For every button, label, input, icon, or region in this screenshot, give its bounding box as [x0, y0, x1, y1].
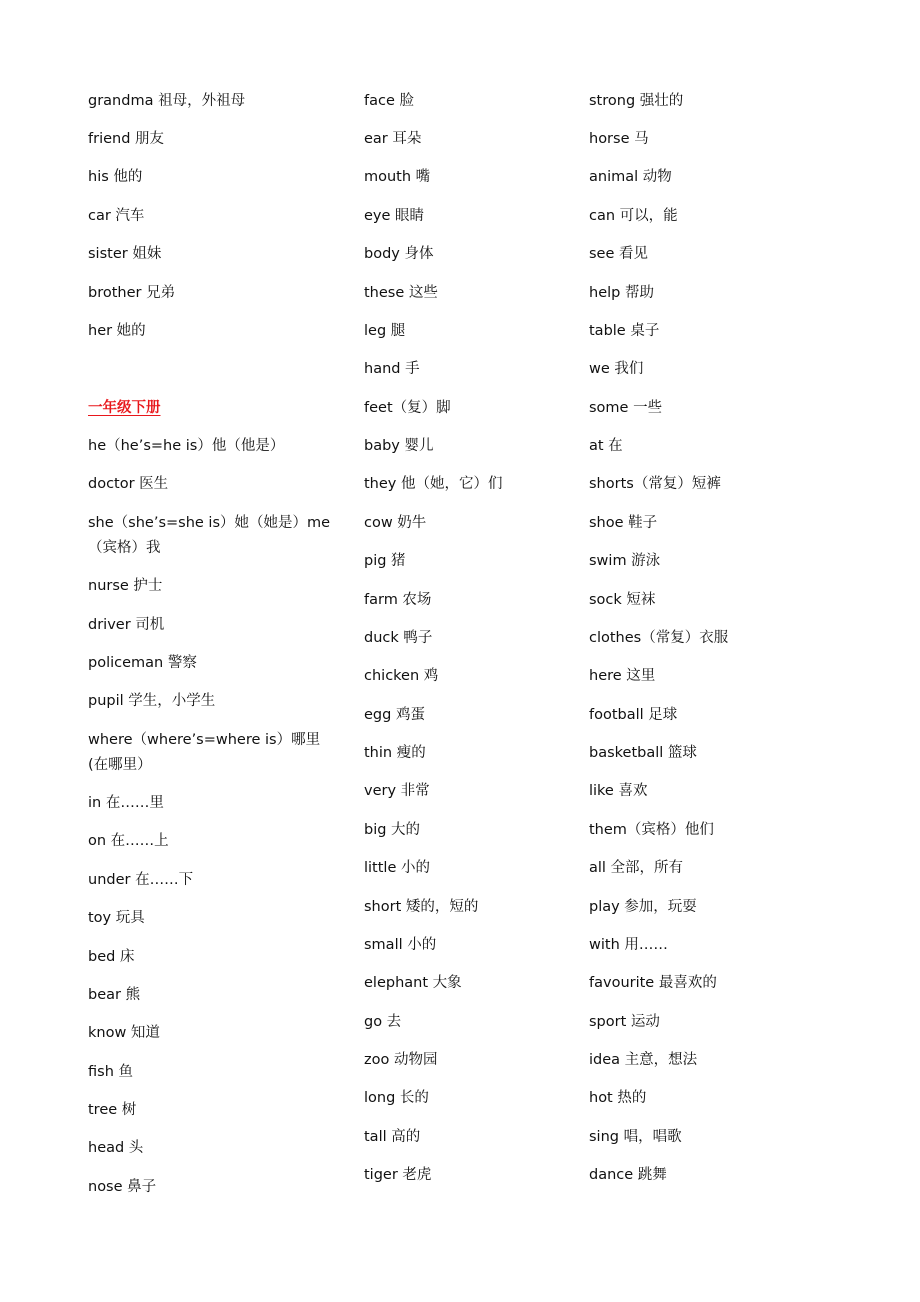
vocabulary-entry: toy 玩具	[88, 910, 145, 927]
vocabulary-entry: grandma 祖母，外祖母	[88, 92, 246, 109]
vocabulary-entry: he（he’s=he is）他（他是）	[88, 438, 285, 455]
vocabulary-entry: sing 唱，唱歌	[589, 1128, 682, 1145]
vocabulary-entry: farm 农场	[364, 591, 432, 608]
vocabulary-entry: horse 马	[589, 131, 649, 148]
vocabulary-entry: leg 腿	[364, 322, 406, 339]
vocabulary-entry: table 桌子	[589, 322, 660, 339]
vocabulary-entry: can 可以，能	[589, 207, 678, 224]
vocabulary-entry: we 我们	[589, 361, 644, 378]
vocabulary-entry: head 头	[88, 1140, 144, 1157]
vocabulary-entry: tall 高的	[364, 1128, 421, 1145]
vocabulary-entry: hand 手	[364, 361, 420, 378]
vocabulary-entry: with 用……	[589, 936, 668, 953]
section-heading: 一年级下册	[88, 399, 161, 416]
vocabulary-entry: pig 猪	[364, 553, 406, 570]
vocabulary-entry: small 小的	[364, 936, 437, 953]
vocabulary-entry: driver 司机	[88, 616, 165, 633]
vocabulary-entry: tiger 老虎	[364, 1167, 432, 1184]
vocabulary-entry: on 在……上	[88, 833, 169, 850]
vocabulary-entry: all 全部，所有	[589, 860, 684, 877]
vocabulary-entry: bed 床	[88, 948, 135, 965]
vocabulary-entry: sister 姐妹	[88, 246, 162, 263]
vocabulary-entry: see 看见	[589, 246, 649, 263]
vocabulary-entry: at 在	[589, 438, 623, 455]
vocabulary-entry: brother 兄弟	[88, 284, 176, 301]
vocabulary-entry: egg 鸡蛋	[364, 706, 425, 723]
vocabulary-entry: know 知道	[88, 1025, 160, 1042]
vocabulary-entry: thin 瘦的	[364, 745, 426, 762]
vocabulary-entry: animal 动物	[589, 169, 672, 186]
vocabulary-entry: sock 短袜	[589, 591, 656, 608]
section-spacer	[88, 351, 340, 389]
vocabulary-entry: pupil 学生，小学生	[88, 693, 216, 710]
vocabulary-entry: shoe 鞋子	[589, 514, 658, 531]
vocabulary-entry: football 足球	[589, 706, 678, 723]
vocabulary-entry: short 矮的，短的	[364, 898, 479, 915]
vocabulary-entry: idea 主意，想法	[589, 1052, 698, 1069]
vocabulary-entry: she（she’s=she is）她（她是）me（宾格）我	[88, 514, 331, 556]
vocabulary-entry: long 长的	[364, 1090, 429, 1107]
vocabulary-entry: feet（复）脚	[364, 399, 451, 416]
vocabulary-entry: dance 跳舞	[589, 1167, 667, 1184]
vocabulary-entry: car 汽车	[88, 207, 145, 224]
vocabulary-column-3	[589, 82, 809, 1195]
vocabulary-entry: nose 鼻子	[88, 1178, 157, 1195]
vocabulary-entry: duck 鸭子	[364, 629, 433, 646]
vocabulary-entry: bear 熊	[88, 986, 141, 1003]
vocabulary-entry: doctor 医生	[88, 476, 169, 493]
vocabulary-entry: sport 运动	[589, 1013, 660, 1030]
vocabulary-entry: they 他（她，它）们	[364, 476, 503, 493]
vocabulary-entry: play 参加，玩耍	[589, 898, 697, 915]
vocabulary-entry: eye 眼睛	[364, 207, 425, 224]
vocabulary-entry: very 非常	[364, 783, 430, 800]
vocabulary-entry: chicken 鸡	[364, 668, 439, 685]
vocabulary-entry: zoo 动物园	[364, 1052, 438, 1069]
vocabulary-entry: cow 奶牛	[364, 514, 427, 531]
vocabulary-entry: them（宾格）他们	[589, 821, 714, 838]
vocabulary-entry: baby 婴儿	[364, 438, 434, 455]
vocabulary-entry: in 在……里	[88, 795, 164, 812]
vocabulary-entry: shorts（常复）短裤	[589, 476, 721, 493]
vocabulary-entry: swim 游泳	[589, 553, 661, 570]
vocabulary-entry: little 小的	[364, 860, 430, 877]
vocabulary-entry: fish 鱼	[88, 1063, 133, 1080]
vocabulary-entry: big 大的	[364, 821, 421, 838]
vocabulary-entry: under 在……下	[88, 871, 194, 888]
vocabulary-entry: face 脸	[364, 92, 414, 109]
vocabulary-entry: elephant 大象	[364, 975, 462, 992]
vocabulary-entry: strong 强壮的	[589, 92, 684, 109]
vocabulary-entry: favourite 最喜欢的	[589, 975, 717, 992]
vocabulary-entry: help 帮助	[589, 284, 654, 301]
vocabulary-entry: his 他的	[88, 169, 143, 186]
vocabulary-entry: clothes（常复）衣服	[589, 629, 729, 646]
vocabulary-entry: basketball 篮球	[589, 745, 697, 762]
vocabulary-entry: here 这里	[589, 668, 656, 685]
vocabulary-entry: nurse 护士	[88, 578, 163, 595]
vocabulary-column-1	[88, 82, 340, 1207]
vocabulary-entry: body 身体	[364, 246, 434, 263]
vocabulary-entry: some 一些	[589, 399, 663, 416]
vocabulary-entry: her 她的	[88, 322, 146, 339]
vocabulary-column-2	[364, 82, 564, 1195]
vocabulary-entry: policeman 警察	[88, 654, 197, 671]
vocabulary-entry: go 去	[364, 1013, 402, 1030]
vocabulary-entry: tree 树	[88, 1102, 137, 1119]
vocabulary-entry: hot 热的	[589, 1090, 647, 1107]
vocabulary-entry: ear 耳朵	[364, 131, 422, 148]
vocabulary-entry: mouth 嘴	[364, 169, 431, 186]
vocabulary-entry: these 这些	[364, 284, 438, 301]
vocabulary-entry: where（where’s=where is）哪里(在哪里）	[88, 731, 321, 773]
vocabulary-entry: friend 朋友	[88, 131, 165, 148]
vocabulary-entry: like 喜欢	[589, 783, 648, 800]
